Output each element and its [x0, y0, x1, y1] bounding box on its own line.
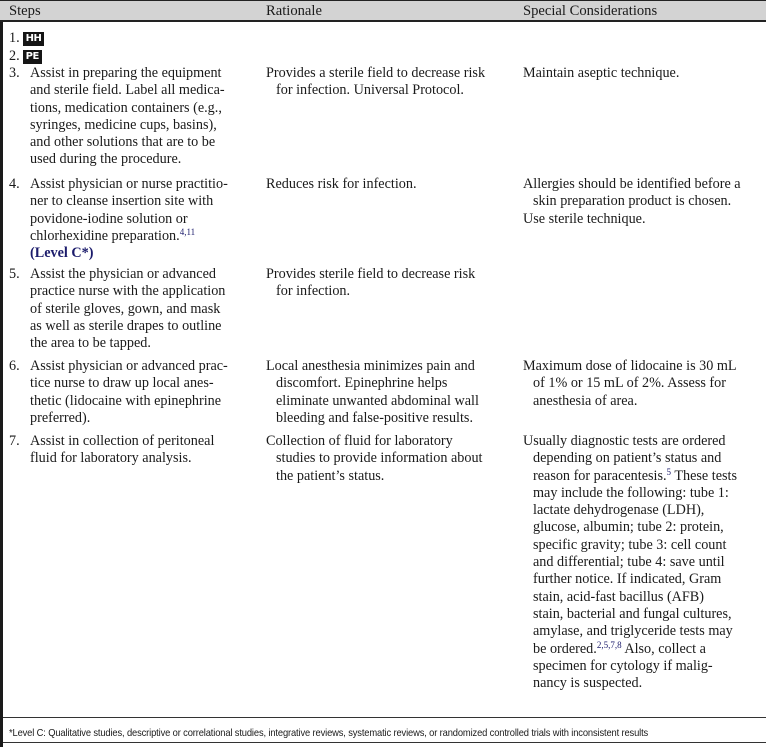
special-text-line: of 1% or 15 mL of 2%. Assess for — [533, 375, 726, 392]
special-text-line: Maximum dose of lidocaine is 30 mL — [523, 358, 737, 374]
special-text-line: may include the following: tube 1: — [533, 484, 729, 501]
step-text: chlorhexidine preparation. — [30, 227, 180, 244]
special-text-line: stain, acid-fast bacillus (AFB) — [533, 588, 704, 605]
citation-superscript: 5 — [666, 466, 672, 477]
patient-education-icon: PE — [23, 50, 42, 64]
step-text-line: and sterile field. Label all medica- — [30, 82, 225, 99]
step-text-line: preferred). — [30, 409, 91, 426]
step-text-line: syringes, medicine cups, basins), — [30, 116, 217, 133]
left-border-rule — [0, 0, 3, 747]
rationale-text-line: Provides a sterile field to decrease risk — [266, 65, 486, 81]
special-text-line: anesthesia of area. — [533, 392, 638, 409]
rationale-text-line: discomfort. Epinephrine helps — [276, 375, 448, 392]
rationale-text-line: Provides sterile field to decrease risk — [266, 266, 476, 282]
step-text-line: povidone-iodine solution or — [30, 210, 188, 227]
step-text-line: tice nurse to draw up local anes- — [30, 375, 214, 392]
special-text-line: glucose, albumin; tube 2: protein, — [533, 519, 724, 536]
rationale-text-line: eliminate unwanted abdominal wall — [276, 392, 479, 409]
special-considerations-cell — [523, 65, 763, 82]
step-text-line: as well as sterile drapes to outline — [30, 317, 222, 334]
step-text-line: Assist the physician or advanced — [30, 266, 216, 282]
rationale-text-line: Reduces risk for infection. — [266, 176, 417, 192]
hand-hygiene-icon: HH — [23, 32, 45, 46]
step-number: 1. — [9, 30, 20, 46]
special-text-line: lactate dehydrogenase (LDH), — [533, 502, 705, 519]
steps-cell — [9, 176, 264, 262]
rationale-cell — [266, 266, 511, 301]
step-text-line: fluid for laboratory analysis. — [30, 450, 192, 467]
rationale-cell — [266, 65, 511, 100]
steps-cell — [9, 433, 264, 468]
steps-cell — [9, 48, 264, 65]
step-number: 2. — [9, 48, 20, 64]
evidence-level-label: (Level C*) — [30, 245, 94, 262]
rationale-cell — [266, 358, 511, 427]
footnote-top-rule — [3, 717, 766, 718]
special-considerations-cell — [523, 433, 763, 692]
special-text-line: Maintain aseptic technique. — [523, 65, 680, 81]
step-number: 5. — [9, 266, 20, 282]
special-text-line — [523, 468, 763, 485]
header-special-considerations: Special Considerations — [523, 3, 658, 19]
footnote-bottom-rule — [3, 742, 766, 743]
step-text-line: practice nurse with the application — [30, 283, 226, 300]
special-text: Also, collect a — [621, 640, 706, 657]
rationale-text-line: Collection of fluid for laboratory — [266, 433, 453, 449]
special-text-line: specimen for cytology if malig- — [533, 657, 713, 674]
step-text-line: Assist physician or nurse practitio- — [30, 176, 228, 192]
step-text-line: ner to cleanse insertion site with — [30, 193, 214, 210]
step-text-line: Assist in collection of peritoneal — [30, 433, 215, 449]
table-header — [0, 0, 766, 22]
special-text-line: stain, bacterial and fungal cultures, — [533, 605, 732, 622]
steps-cell — [9, 30, 264, 47]
special-text-line: specific gravity; tube 3: cell count — [533, 536, 727, 553]
step-text-line: the area to be tapped. — [30, 335, 151, 352]
rationale-text-line: for infection. Universal Protocol. — [276, 82, 464, 99]
rationale-text-line: the patient’s status. — [276, 467, 385, 484]
rationale-text-line: for infection. — [276, 283, 351, 300]
special-text-line: depending on patient’s status and — [533, 450, 722, 467]
rationale-text-line: studies to provide information about — [276, 450, 483, 467]
special-considerations-cell — [523, 358, 763, 410]
special-text-line: Use sterile technique. — [523, 210, 646, 227]
header-steps: Steps — [9, 3, 41, 19]
step-text-line: Assist physician or advanced prac- — [30, 358, 228, 374]
special-text-line: nancy is suspected. — [533, 675, 643, 692]
special-considerations-cell — [523, 176, 763, 228]
step-text-line: Assist in preparing the equipment — [30, 65, 222, 81]
special-text-line: further notice. If indicated, Gram — [533, 571, 722, 588]
steps-cell — [9, 65, 264, 169]
steps-cell — [9, 358, 264, 427]
special-text-line: skin preparation product is chosen. — [533, 193, 732, 210]
rationale-cell — [266, 176, 511, 193]
step-number: 4. — [9, 176, 20, 192]
special-text-line: Usually diagnostic tests are ordered — [523, 433, 726, 449]
step-text-line: of sterile gloves, gown, and mask — [30, 300, 221, 317]
step-text-line: used during the procedure. — [30, 151, 182, 168]
steps-cell — [9, 266, 264, 352]
special-text: reason for paracentesis. — [533, 467, 667, 484]
step-text-line: and other solutions that are to be — [30, 134, 216, 151]
step-text-line — [30, 228, 264, 245]
evidence-level-footnote: *Level C: Qualitative studies, descriptive or correlational studies, integrative reviews, systematic reviews, or randomized controlled trials with inconsistent results — [9, 728, 649, 739]
citation-superscript: 4,11 — [179, 226, 196, 237]
special-text-line: and differential; tube 4: save until — [533, 554, 725, 571]
header-rationale: Rationale — [266, 3, 322, 19]
rationale-text-line: bleeding and false-positive results. — [276, 409, 473, 426]
step-number: 6. — [9, 358, 20, 374]
step-text-line: thetic (lidocaine with epinephrine — [30, 392, 222, 409]
rationale-cell — [266, 433, 511, 485]
step-number: 3. — [9, 65, 20, 81]
citation-superscript: 2,5,7,8 — [596, 639, 622, 650]
special-text: be ordered. — [533, 640, 597, 657]
special-text-line: Allergies should be identified before a — [523, 176, 741, 192]
step-text-line: tions, medication containers (e.g., — [30, 99, 222, 116]
special-text-line: amylase, and triglyceride tests may — [533, 623, 733, 640]
special-text-line — [523, 641, 763, 658]
special-text: These tests — [671, 467, 737, 484]
rationale-text-line: Local anesthesia minimizes pain and — [266, 358, 475, 374]
step-number: 7. — [9, 433, 20, 449]
